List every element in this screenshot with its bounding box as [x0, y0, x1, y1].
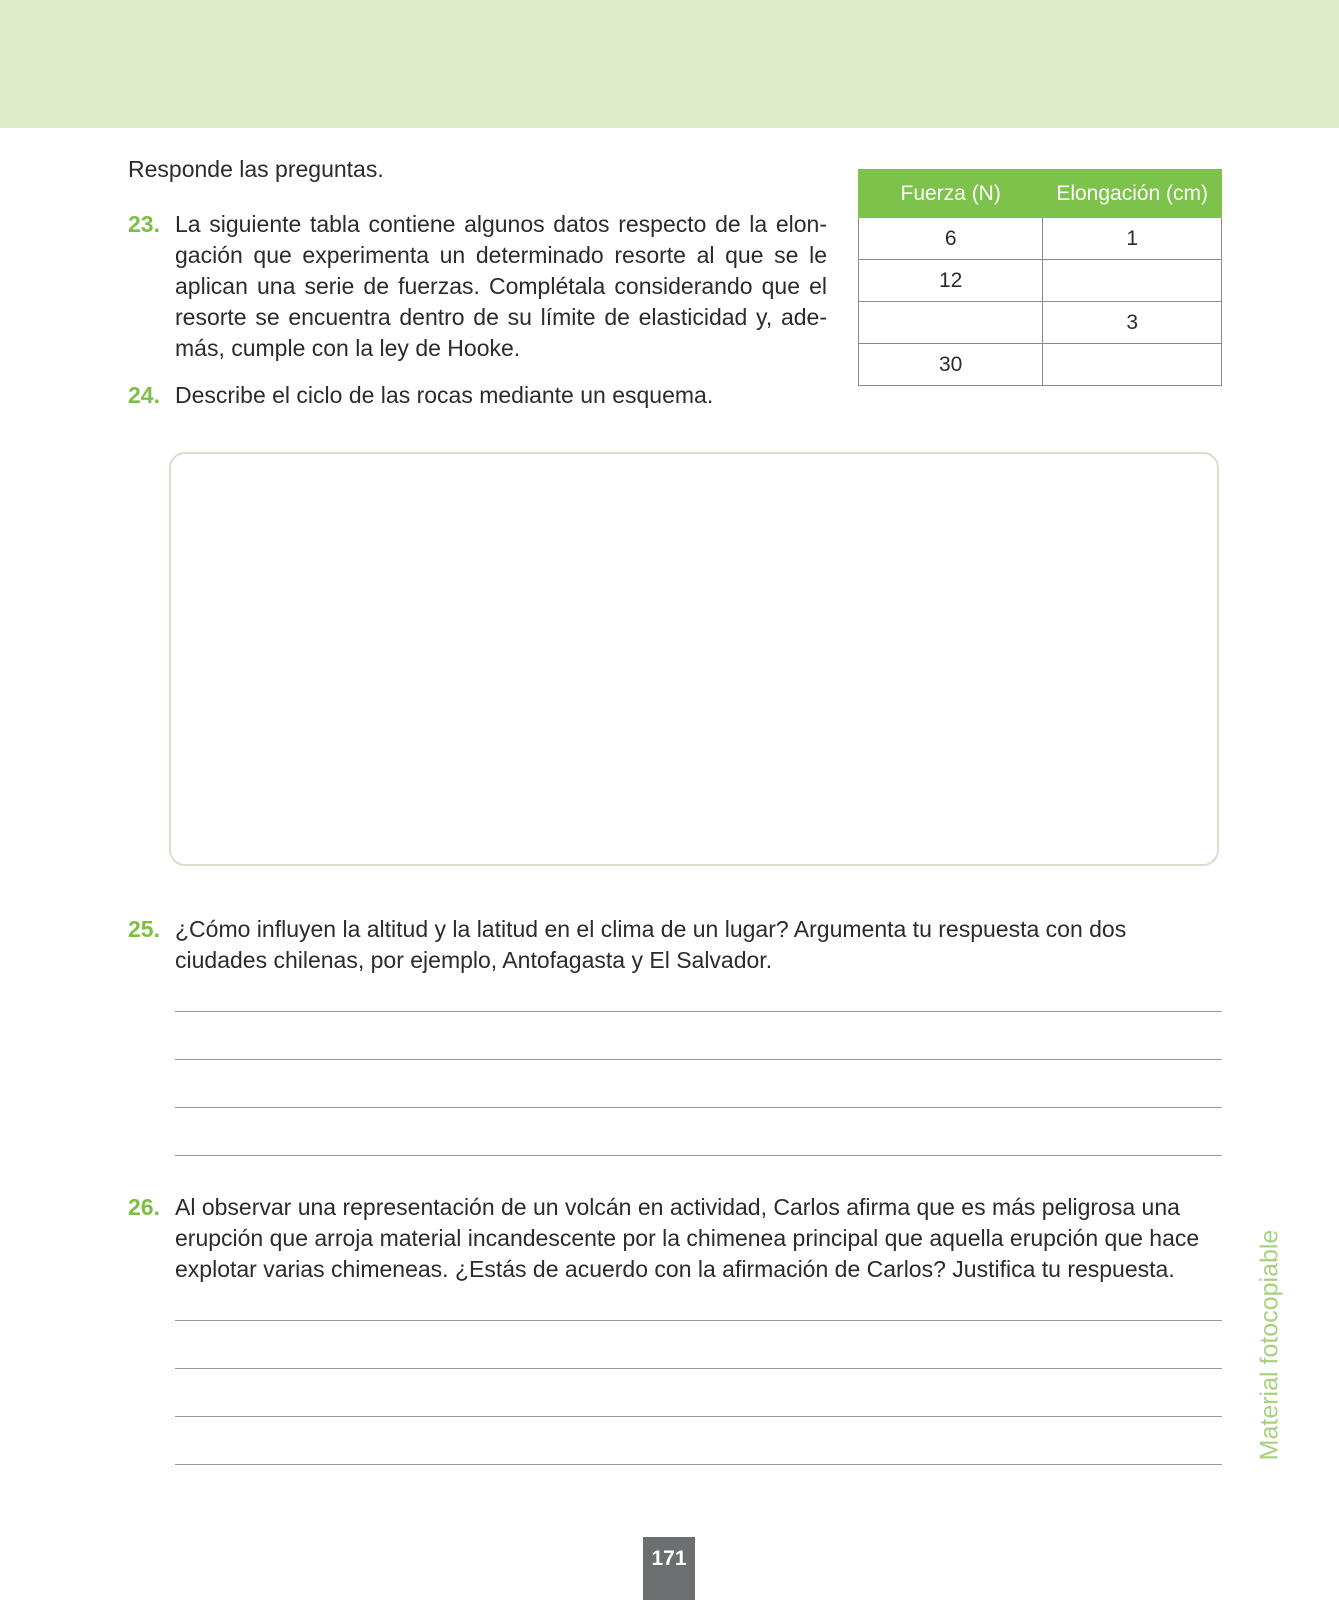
- answer-line[interactable]: [175, 1155, 1222, 1156]
- answer-line[interactable]: [175, 1464, 1222, 1465]
- table-cell-blank[interactable]: [1043, 344, 1222, 386]
- question-text: Al observar una representación de un volcán en actividad, Carlos afirma que es más peligrosa una erupción que arroja material incandescente por la chimenea principal que aquella erupción que hace explotar varias chimeneas. ¿Estás de acuerdo con la afirmación de Carlos? Justifica tu respuesta.: [175, 1194, 1200, 1282]
- answer-line[interactable]: [175, 1320, 1222, 1321]
- table-header-row: [859, 170, 1222, 218]
- question-24: [128, 380, 828, 414]
- question-text: Describe el ciclo de las rocas mediante un esquema.: [175, 382, 714, 408]
- force-elongation-table: [858, 169, 1222, 386]
- table-cell-blank[interactable]: [859, 302, 1043, 344]
- table-cell-blank[interactable]: [1043, 260, 1222, 302]
- answer-line[interactable]: [175, 1011, 1222, 1012]
- table-cell: 30: [859, 344, 1043, 386]
- table-row: [859, 344, 1222, 386]
- question-number: 24.: [128, 382, 160, 408]
- question-number: 25.: [128, 916, 160, 942]
- question-number: 23.: [128, 211, 160, 237]
- question-26: [128, 1192, 1223, 1292]
- answer-line[interactable]: [175, 1368, 1222, 1369]
- table-cell: 3: [1043, 302, 1222, 344]
- question-text: ¿Cómo influyen la altitud y la latitud en el clima de un lugar? Argumenta tu respuesta con dos ciudades chilenas, por ejemplo, Antofagasta y El Salvador.: [175, 916, 1127, 973]
- table-cell: 6: [859, 218, 1043, 260]
- side-label: Material fotocopiable: [1255, 1229, 1284, 1461]
- answer-line[interactable]: [175, 1416, 1222, 1417]
- question-23: [128, 209, 828, 369]
- question-text: La siguiente tabla contiene algunos datos respecto de la elon-gación que experimenta un determinado resorte al que se le aplican una serie de fuerzas. Complétala considerando que el resorte se encuentra dentro de su límite de elasticidad y, ade-más, cumple con la ley de Hooke.: [175, 211, 827, 361]
- answer-line[interactable]: [175, 1107, 1222, 1108]
- answer-line[interactable]: [175, 1059, 1222, 1060]
- table-row: [859, 302, 1222, 344]
- instruction-text: Responde las preguntas.: [128, 156, 384, 182]
- table-row: [859, 218, 1222, 260]
- question-25: [128, 914, 1223, 980]
- column-header-elongation: Elongación (cm): [1043, 170, 1222, 218]
- diagram-answer-box[interactable]: [169, 452, 1219, 866]
- column-header-force: Fuerza (N): [859, 170, 1043, 218]
- table-cell: 12: [859, 260, 1043, 302]
- header-band: [0, 0, 1339, 128]
- table-cell: 1: [1043, 218, 1222, 260]
- table-row: [859, 260, 1222, 302]
- page-number: 171: [643, 1537, 695, 1600]
- question-number: 26.: [128, 1194, 160, 1220]
